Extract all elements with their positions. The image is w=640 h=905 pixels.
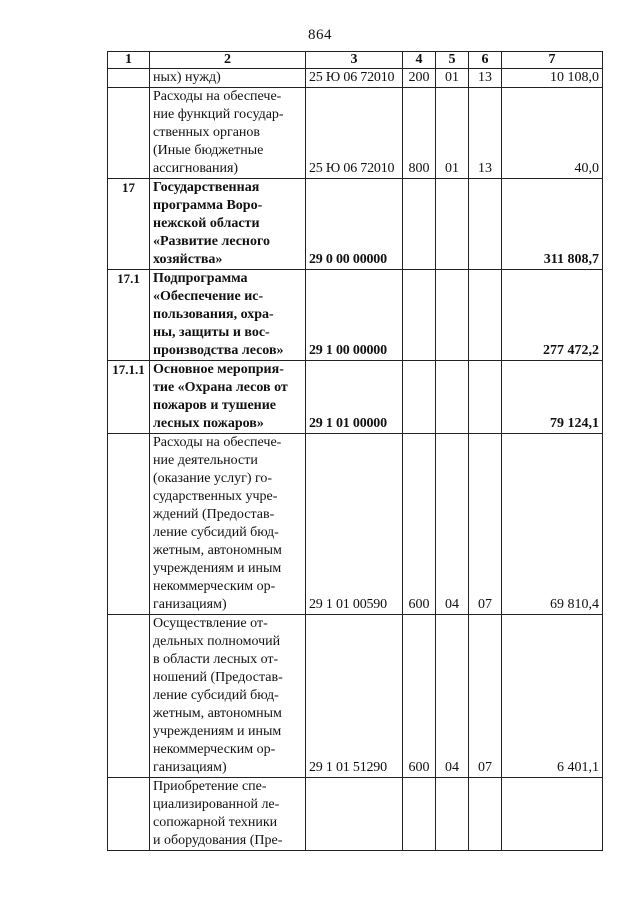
header-cell: 4 [403, 52, 436, 69]
description-line: и оборудования (Пре- [153, 833, 283, 848]
code-cell: 29 1 00 00000 [306, 270, 403, 361]
code-cell: 29 1 01 00590 [306, 434, 403, 615]
description-cell [150, 270, 306, 361]
description-line: Расходы на обеспече- [153, 89, 282, 104]
description-line: ны, защиты и вос- [153, 325, 270, 340]
description-line: пожаров и тушение [153, 398, 277, 413]
description-line: Государственная [153, 180, 260, 195]
description-cell [150, 615, 306, 778]
description-line: ношений (Предостав- [153, 670, 283, 685]
description-line: «Развитие лесного [153, 234, 270, 249]
amount-cell: 10 108,0 [502, 69, 603, 88]
amount-cell: 6 401,1 [502, 615, 603, 778]
description-line: сударственных учре- [153, 489, 278, 504]
table-row [108, 361, 603, 434]
header-row [108, 52, 603, 69]
description-line: дельных полномочий [153, 634, 281, 649]
description-line: (оказание услуг) го- [153, 471, 273, 486]
description-line: ждений (Предостав- [153, 507, 275, 522]
code-cell [306, 778, 403, 851]
section-cell: 01 [436, 69, 469, 88]
description-line: «Обеспечение ис- [153, 289, 264, 304]
subsection-cell: 07 [469, 615, 502, 778]
description-line: Подпрограмма [153, 271, 248, 286]
description-line: производства лесов» [153, 343, 284, 358]
row-number-cell [108, 88, 150, 179]
table-row [108, 778, 603, 851]
code-cell: 29 1 01 00000 [306, 361, 403, 434]
table-row [108, 69, 603, 88]
budget-table [107, 51, 603, 851]
table-row [108, 434, 603, 615]
description-line: нежской области [153, 216, 260, 231]
code-cell: 29 1 01 51290 [306, 615, 403, 778]
description-line: некоммерческим ор- [153, 579, 276, 594]
amount-cell: 277 472,2 [502, 270, 603, 361]
description-line: ние функций государ- [153, 107, 284, 122]
header-cell: 1 [108, 52, 150, 69]
description-line: Расходы на обеспече- [153, 435, 282, 450]
section-cell: 04 [436, 615, 469, 778]
description-line: в области лесных от- [153, 652, 279, 667]
section-cell [436, 361, 469, 434]
description-line: ние деятельности [153, 453, 258, 468]
table-row [108, 88, 603, 179]
section-cell [436, 179, 469, 270]
row-number-cell [108, 69, 150, 88]
row-number-cell: 17.1 [108, 270, 150, 361]
description-line: ление субсидий бюд- [153, 525, 279, 540]
description-line: ление субсидий бюд- [153, 688, 279, 703]
header-cell: 5 [436, 52, 469, 69]
amount-cell: 69 810,4 [502, 434, 603, 615]
header-cell: 6 [469, 52, 502, 69]
subsection-cell [469, 778, 502, 851]
description-line: сопожарной техники [153, 815, 278, 830]
description-line: Осуществление от- [153, 616, 268, 631]
description-cell [150, 778, 306, 851]
subsection-cell [469, 270, 502, 361]
subsection-cell: 07 [469, 434, 502, 615]
description-line: Основное мероприя- [153, 362, 284, 377]
description-line: программа Воро- [153, 198, 263, 213]
header-cell: 2 [150, 52, 306, 69]
description-line: пользования, охра- [153, 307, 274, 322]
table-row [108, 179, 603, 270]
amount-cell: 79 124,1 [502, 361, 603, 434]
description-line: хозяйства» [153, 252, 223, 267]
description-cell [150, 179, 306, 270]
row-number-cell [108, 615, 150, 778]
expense-type-cell [403, 361, 436, 434]
row-number-cell [108, 778, 150, 851]
description-line: Приобретение спе- [153, 779, 267, 794]
description-line: некоммерческим ор- [153, 742, 276, 757]
expense-type-cell: 600 [403, 615, 436, 778]
description-line: ганизациям) [153, 760, 227, 775]
section-cell: 01 [436, 88, 469, 179]
section-cell: 04 [436, 434, 469, 615]
page-number: 864 [308, 27, 332, 43]
description-line: (Иные бюджетные [153, 143, 264, 158]
code-cell: 25 Ю 06 72010 [306, 88, 403, 179]
description-cell [150, 69, 306, 88]
subsection-cell [469, 361, 502, 434]
amount-cell [502, 778, 603, 851]
expense-type-cell [403, 270, 436, 361]
row-number-cell: 17.1.1 [108, 361, 150, 434]
description-line: циализированной ле- [153, 797, 280, 812]
subsection-cell: 13 [469, 88, 502, 179]
expense-type-cell: 800 [403, 88, 436, 179]
code-cell: 25 Ю 06 72010 [306, 69, 403, 88]
expense-type-cell [403, 778, 436, 851]
description-cell [150, 361, 306, 434]
description-line: ассигнования) [153, 161, 239, 176]
description-line: учреждениям и иным [153, 724, 282, 739]
header-cell: 3 [306, 52, 403, 69]
description-line: учреждениям и иным [153, 561, 282, 576]
subsection-cell [469, 179, 502, 270]
section-cell [436, 778, 469, 851]
expense-type-cell: 200 [403, 69, 436, 88]
amount-cell: 40,0 [502, 88, 603, 179]
description-line: жетным, автономным [153, 543, 282, 558]
expense-type-cell: 600 [403, 434, 436, 615]
table-row [108, 615, 603, 778]
table-row [108, 270, 603, 361]
row-number-cell [108, 434, 150, 615]
header-cell: 7 [502, 52, 603, 69]
code-cell: 29 0 00 00000 [306, 179, 403, 270]
description-line: тие «Охрана лесов от [153, 380, 288, 395]
expense-type-cell [403, 179, 436, 270]
description-line: ственных органов [153, 125, 261, 140]
section-cell [436, 270, 469, 361]
amount-cell: 311 808,7 [502, 179, 603, 270]
description-line: жетным, автономным [153, 706, 282, 721]
subsection-cell: 13 [469, 69, 502, 88]
description-line: ганизациям) [153, 597, 227, 612]
description-cell [150, 434, 306, 615]
description-line: лесных пожаров» [153, 416, 264, 431]
row-number-cell: 17 [108, 179, 150, 270]
description-cell [150, 88, 306, 179]
description-line: ных) нужд) [153, 70, 221, 85]
